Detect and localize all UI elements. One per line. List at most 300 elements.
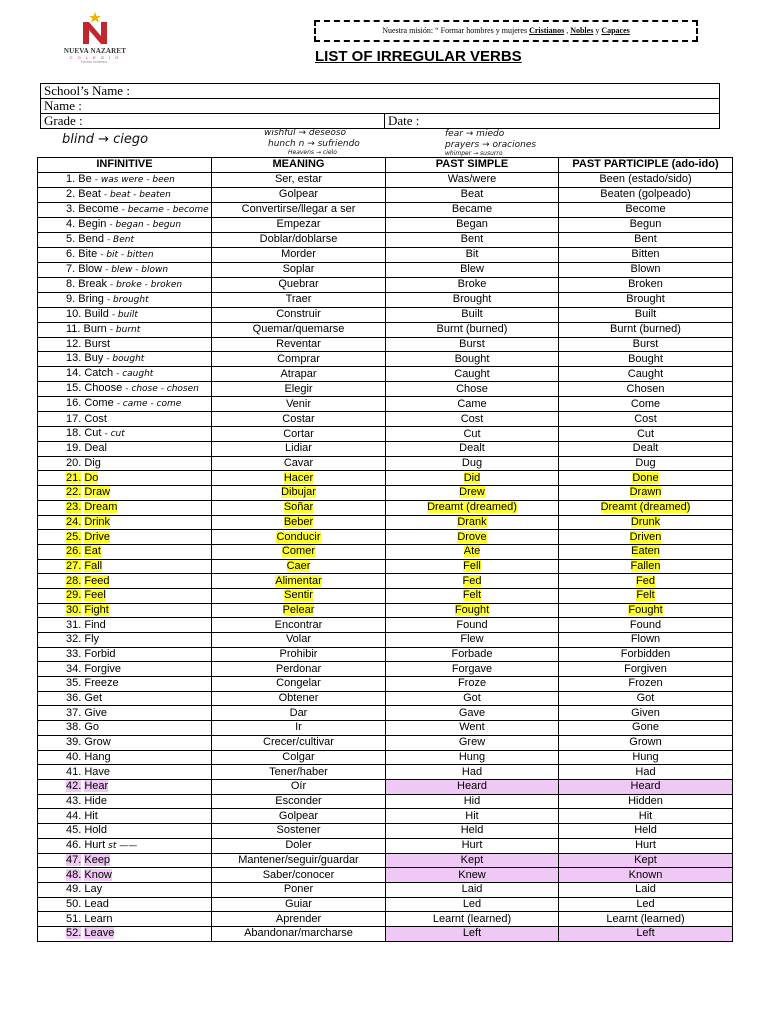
verb-past-simple [386, 823, 559, 838]
verb-past-simple [386, 367, 559, 382]
verb-past-simple-text: Fell [463, 559, 481, 572]
verb-past-simple-text: Burnt (burned) [436, 323, 508, 336]
verb-number: 26. [66, 545, 82, 558]
verb-meaning-text: Obtener [278, 692, 319, 705]
verb-past-simple-text: Forgave [451, 662, 493, 675]
verb-past-participle-text: Given [631, 706, 660, 719]
handwritten-annotation: - Bent [106, 234, 135, 245]
table-row [38, 897, 733, 912]
verb-past-simple-text: Fought [454, 603, 490, 616]
verb-infinitive [38, 883, 212, 898]
table-row [38, 337, 733, 352]
verb-meaning [212, 735, 386, 750]
verb-past-simple-text: Held [460, 824, 484, 837]
verb-past-simple-text: Forbade [451, 648, 493, 661]
verb-infinitive [38, 544, 212, 559]
verb-infinitive [38, 486, 212, 501]
verb-past-simple-text: Caught [454, 367, 490, 380]
verb-past-simple-text: Left [462, 927, 482, 940]
header-past-simple: PAST SIMPLE [386, 158, 559, 173]
table-row [38, 691, 733, 706]
verb-meaning [212, 779, 386, 794]
table-row [38, 603, 733, 618]
verb-past-simple [386, 486, 559, 501]
verb-past-simple-text: Ate [463, 545, 481, 558]
handwritten-annotation: - bit - bitten [100, 249, 154, 260]
verb-word: Eat [84, 545, 101, 558]
verb-number: 15. [66, 382, 82, 395]
verb-past-participle-text: Built [634, 308, 657, 321]
verb-past-simple [386, 217, 559, 232]
verb-number: 21. [66, 471, 82, 484]
verb-past-simple [386, 809, 559, 824]
verb-past-participle [559, 662, 733, 677]
verb-number: 11. [66, 322, 81, 335]
verb-meaning-text: Prohibir [279, 648, 318, 661]
verb-past-participle [559, 633, 733, 648]
table-row [38, 765, 733, 780]
table-row [38, 544, 733, 559]
verb-past-participle-text: Gone [632, 721, 659, 734]
handwritten-annotation: - built [111, 309, 138, 320]
verb-past-simple [386, 382, 559, 397]
verb-meaning-text: Volar [285, 633, 312, 646]
verb-infinitive [38, 262, 212, 277]
verb-meaning-text: Beber [283, 515, 314, 528]
table-row [38, 559, 733, 574]
verb-past-participle-text: Blown [630, 263, 661, 276]
verb-past-participle-text: Led [636, 898, 655, 911]
table-row [38, 750, 733, 765]
verb-past-simple [386, 292, 559, 307]
verb-word: Burn [83, 322, 107, 335]
verb-past-participle [559, 779, 733, 794]
verb-past-simple-text: Brought [452, 293, 492, 306]
verb-meaning [212, 187, 386, 202]
verb-infinitive [38, 647, 212, 662]
verb-infinitive [38, 307, 212, 322]
verb-past-simple-text: Came [457, 397, 487, 410]
verb-meaning [212, 721, 386, 736]
verb-meaning-text: Oír [290, 780, 307, 793]
verb-meaning-text: Aprender [275, 912, 322, 925]
school-logo [50, 10, 140, 80]
table-row [38, 172, 733, 187]
verb-meaning-text: Congelar [276, 677, 321, 690]
verb-word: Begin [78, 217, 107, 230]
verb-infinitive [38, 853, 212, 868]
verb-past-participle-text: Forbidden [620, 648, 671, 661]
verb-past-participle-text: Learnt (learned) [606, 912, 685, 925]
verb-past-participle-text: Caught [627, 367, 664, 380]
verb-word: Cut [84, 427, 102, 440]
mission-box [314, 20, 698, 42]
verb-meaning [212, 412, 386, 427]
verb-past-participle [559, 247, 733, 262]
verb-infinitive [38, 662, 212, 677]
verb-meaning-text: Cavar [283, 457, 314, 470]
verb-number: 34. [66, 662, 82, 675]
verb-word: Dig [84, 457, 101, 470]
verb-past-simple [386, 232, 559, 247]
verb-infinitive [38, 217, 212, 232]
verb-past-participle-text: Hung [632, 750, 659, 763]
verb-meaning [212, 515, 386, 530]
verb-meaning [212, 367, 386, 382]
verb-meaning [212, 292, 386, 307]
table-row [38, 277, 733, 292]
verb-meaning [212, 530, 386, 545]
verb-past-simple [386, 883, 559, 898]
verb-past-participle-text: Driven [629, 530, 662, 543]
verb-meaning-text: Pelear [282, 603, 315, 616]
verb-past-participle-text: Cost [634, 412, 657, 425]
verb-word: Drive [84, 530, 111, 543]
verb-meaning-text: Poner [283, 883, 314, 896]
verb-past-simple [386, 927, 559, 942]
table-row [38, 352, 733, 367]
verb-meaning [212, 232, 386, 247]
verb-word: Keep [84, 853, 111, 866]
irregular-verbs-table [37, 157, 733, 942]
table-row [38, 779, 733, 794]
verb-past-simple-text: Cut [463, 427, 481, 440]
verb-past-participle-text: Hit [638, 809, 653, 822]
table-row [38, 456, 733, 471]
verb-past-simple-text: Flew [460, 633, 484, 646]
verb-number: 50. [66, 898, 82, 911]
verb-word: Beat [78, 187, 101, 200]
verb-number: 28. [66, 574, 82, 587]
table-row [38, 427, 733, 442]
student-info-table [40, 83, 720, 129]
verb-past-simple [386, 544, 559, 559]
verb-meaning [212, 618, 386, 633]
verb-meaning-text: Tener/haber [269, 765, 328, 778]
verb-meaning-text: Dibujar [281, 486, 316, 499]
verb-word: Feel [84, 589, 106, 602]
verb-meaning [212, 927, 386, 942]
verb-meaning [212, 307, 386, 322]
verb-word: Build [84, 307, 109, 320]
verb-number: 1. [66, 172, 76, 185]
verb-past-participle-text: Been (estado/sido) [599, 173, 692, 186]
verb-infinitive [38, 456, 212, 471]
verb-word: Find [84, 618, 106, 631]
verb-past-participle-text: Kept [634, 853, 657, 866]
verb-word: Go [84, 721, 100, 734]
verb-meaning [212, 574, 386, 589]
verb-past-simple-text: Gave [458, 706, 486, 719]
verb-past-participle [559, 530, 733, 545]
verb-infinitive [38, 794, 212, 809]
verb-past-simple [386, 897, 559, 912]
verb-word: Hang [84, 750, 111, 763]
verb-meaning [212, 486, 386, 501]
verb-meaning [212, 172, 386, 187]
verb-past-participle [559, 262, 733, 277]
verb-infinitive [38, 247, 212, 262]
school-name-field[interactable]: School’s Name : [41, 84, 720, 99]
grade-field[interactable]: Grade : [41, 114, 385, 129]
verb-meaning [212, 677, 386, 692]
verb-past-participle [559, 912, 733, 927]
verb-past-participle [559, 794, 733, 809]
handwritten-annotation: - burnt [109, 324, 141, 335]
verb-past-participle [559, 750, 733, 765]
verb-past-participle [559, 765, 733, 780]
verb-word: Bring [78, 292, 104, 305]
handwritten-annotation: - brought [106, 294, 149, 305]
verb-past-participle [559, 603, 733, 618]
verb-word: Learn [84, 912, 113, 925]
table-row [38, 574, 733, 589]
verb-past-simple [386, 662, 559, 677]
verb-past-simple-text: Found [456, 618, 488, 631]
student-name-field[interactable]: Name : [41, 99, 720, 114]
table-row [38, 706, 733, 721]
verb-number: 6. [66, 247, 76, 260]
verb-word: Drink [84, 515, 111, 528]
verb-meaning-text: Costar [282, 412, 315, 425]
verb-past-participle-text: Bent [634, 233, 657, 246]
verb-number: 44. [66, 809, 82, 822]
verb-infinitive [38, 382, 212, 397]
verb-meaning [212, 442, 386, 457]
verb-past-simple-text: Drove [457, 530, 487, 543]
verb-past-participle-text: Become [625, 203, 666, 216]
page-title: LIST OF IRREGULAR VERBS [315, 48, 522, 65]
verb-meaning-text: Convertirse/llegar a ser [241, 203, 356, 216]
verb-infinitive [38, 721, 212, 736]
verb-past-participle [559, 427, 733, 442]
verb-infinitive [38, 292, 212, 307]
verb-infinitive [38, 352, 212, 367]
verb-past-participle-text: Broken [628, 278, 663, 291]
verb-past-simple [386, 500, 559, 515]
verb-past-participle [559, 382, 733, 397]
verb-meaning [212, 277, 386, 292]
verb-past-participle [559, 277, 733, 292]
verb-number: 4. [66, 217, 76, 230]
verb-meaning [212, 706, 386, 721]
verb-word: Forbid [84, 648, 116, 661]
verb-meaning [212, 897, 386, 912]
verb-number: 3. [66, 202, 76, 215]
verb-past-participle-text: Cut [636, 427, 655, 440]
verb-past-simple [386, 471, 559, 486]
verb-infinitive [38, 838, 212, 853]
verb-past-participle-text: Begun [629, 218, 662, 231]
verb-meaning [212, 662, 386, 677]
table-row [38, 412, 733, 427]
verb-past-simple [386, 172, 559, 187]
verb-past-simple [386, 277, 559, 292]
header-past-participle: PAST PARTICIPLE (ado-ido) [559, 158, 733, 173]
verb-word: Deal [84, 442, 107, 455]
verb-infinitive [38, 912, 212, 927]
verb-meaning [212, 603, 386, 618]
verb-past-participle-text: Flown [630, 633, 661, 646]
verb-word: Get [84, 692, 103, 705]
verb-past-participle [559, 412, 733, 427]
verb-meaning [212, 691, 386, 706]
verb-infinitive [38, 750, 212, 765]
verb-past-simple [386, 262, 559, 277]
table-row [38, 232, 733, 247]
verb-infinitive [38, 500, 212, 515]
verb-past-participle-text: Brought [626, 293, 665, 306]
verb-number: 9. [66, 292, 76, 305]
verb-past-simple-text: Broke [457, 278, 487, 291]
verb-infinitive [38, 588, 212, 603]
verb-word: Bend [78, 232, 104, 245]
verb-past-simple-text: Cost [460, 412, 484, 425]
verb-past-simple-text: Built [461, 308, 483, 321]
handwritten-annotation: - became - become [121, 204, 209, 215]
verb-past-simple [386, 912, 559, 927]
verb-word: Hide [84, 794, 107, 807]
verb-word: Cost [84, 412, 107, 425]
verb-meaning [212, 382, 386, 397]
mission-word-cristianos: Cristianos [529, 26, 565, 35]
verb-past-participle-text: Chosen [626, 382, 665, 395]
verb-number: 18. [66, 427, 82, 440]
verb-word: Fight [84, 603, 109, 616]
handwritten-annotation: - caught [116, 369, 154, 380]
verb-number: 47. [66, 853, 82, 866]
verb-meaning-text: Golpear [278, 809, 319, 822]
verb-number: 45. [66, 824, 82, 837]
handwritten-annotation: - came - come [116, 399, 182, 410]
verb-past-simple-text: Drew [459, 486, 485, 499]
verb-past-simple [386, 838, 559, 853]
verb-past-participle [559, 442, 733, 457]
verb-meaning [212, 883, 386, 898]
table-row [38, 662, 733, 677]
verb-past-participle-text: Left [636, 927, 655, 940]
handwritten-annotation: - broke - broken [110, 279, 183, 290]
verb-past-participle [559, 809, 733, 824]
verb-word: Bite [78, 247, 98, 260]
verb-past-participle [559, 574, 733, 589]
verb-past-participle [559, 217, 733, 232]
table-row [38, 838, 733, 853]
table-row [38, 500, 733, 515]
verb-infinitive [38, 633, 212, 648]
verb-number: 49. [66, 883, 82, 896]
handwritten-note: blind → ciego [62, 132, 149, 147]
verb-past-participle-text: Done [632, 471, 659, 484]
table-row [38, 202, 733, 217]
verb-past-participle-text: Heard [630, 780, 661, 793]
verb-meaning-text: Crecer/cultivar [263, 736, 334, 749]
verb-past-simple [386, 202, 559, 217]
verb-meaning [212, 823, 386, 838]
verb-past-simple-text: Hung [458, 750, 486, 763]
verb-past-participle-text: Dealt [632, 442, 659, 455]
handwritten-annotation: - blew - blown [105, 264, 169, 275]
verb-past-participle-text: Forgiven [624, 662, 667, 675]
verb-past-simple-text: Did [463, 471, 481, 484]
verb-meaning-text: Empezar [276, 218, 321, 231]
verb-number: 20. [66, 457, 82, 470]
verb-infinitive [38, 691, 212, 706]
verb-past-simple-text: Bent [460, 233, 484, 246]
verb-meaning-text: Sostener [276, 824, 321, 837]
table-row [38, 912, 733, 927]
handwritten-annotation: - bought [106, 354, 145, 365]
verb-past-simple [386, 187, 559, 202]
mission-prefix: Nuestra misión: “ Formar hombres y mujeres [382, 26, 528, 35]
verb-past-participle [559, 853, 733, 868]
verb-number: 31. [66, 618, 82, 631]
verb-past-participle [559, 588, 733, 603]
verb-meaning [212, 633, 386, 648]
verb-past-simple-text: Bought [454, 352, 490, 365]
verb-number: 36. [66, 692, 82, 705]
verb-past-participle-text: Burnt (burned) [610, 323, 681, 336]
verb-infinitive [38, 603, 212, 618]
verb-past-simple-text: Was/were [447, 173, 497, 186]
verb-meaning-text: Elegir [284, 382, 313, 395]
verb-number: 32. [66, 633, 82, 646]
verb-word: Hear [84, 780, 109, 793]
verb-word: Become [78, 202, 119, 215]
verb-word: Dream [84, 501, 118, 514]
verb-meaning [212, 544, 386, 559]
verb-word: Draw [84, 486, 111, 499]
verb-meaning [212, 868, 386, 883]
verb-past-participle [559, 352, 733, 367]
verb-meaning [212, 427, 386, 442]
verb-meaning-text: Lidiar [285, 442, 312, 455]
verb-word: Grow [84, 736, 111, 749]
verb-past-simple [386, 721, 559, 736]
verb-number: 10. [66, 307, 82, 320]
verb-past-simple [386, 853, 559, 868]
verb-past-participle-text: Bought [628, 352, 663, 365]
verb-past-participle [559, 544, 733, 559]
verb-infinitive [38, 868, 212, 883]
verb-past-simple [386, 603, 559, 618]
verb-past-participle-text: Found [629, 618, 662, 631]
verb-meaning-text: Golpear [278, 188, 319, 201]
verb-meaning-text: Venir [285, 397, 312, 410]
table-row [38, 868, 733, 883]
handwritten-annotation: - cut [104, 429, 125, 440]
verb-past-participle [559, 486, 733, 501]
table-row [38, 262, 733, 277]
verb-meaning [212, 647, 386, 662]
handwritten-annotation: - chose - chosen [125, 384, 199, 395]
verb-past-participle [559, 322, 733, 337]
verb-meaning-text: Abandonar/marcharse [244, 927, 353, 940]
verb-meaning-text: Sentir [284, 589, 313, 602]
date-field[interactable]: Date : [385, 114, 720, 129]
verb-past-participle [559, 721, 733, 736]
header-infinitive: INFINITIVE [38, 158, 212, 173]
verb-meaning-text: Atrapar [280, 367, 317, 380]
verb-past-simple-text: Got [463, 692, 481, 705]
verb-meaning [212, 750, 386, 765]
verb-past-simple-text: Kept [460, 853, 484, 866]
verb-past-simple-text: Dealt [459, 442, 485, 455]
verb-past-simple [386, 412, 559, 427]
table-row [38, 721, 733, 736]
mission-word-nobles: Nobles [570, 26, 594, 35]
verb-past-participle-text: Fallen [630, 559, 661, 572]
